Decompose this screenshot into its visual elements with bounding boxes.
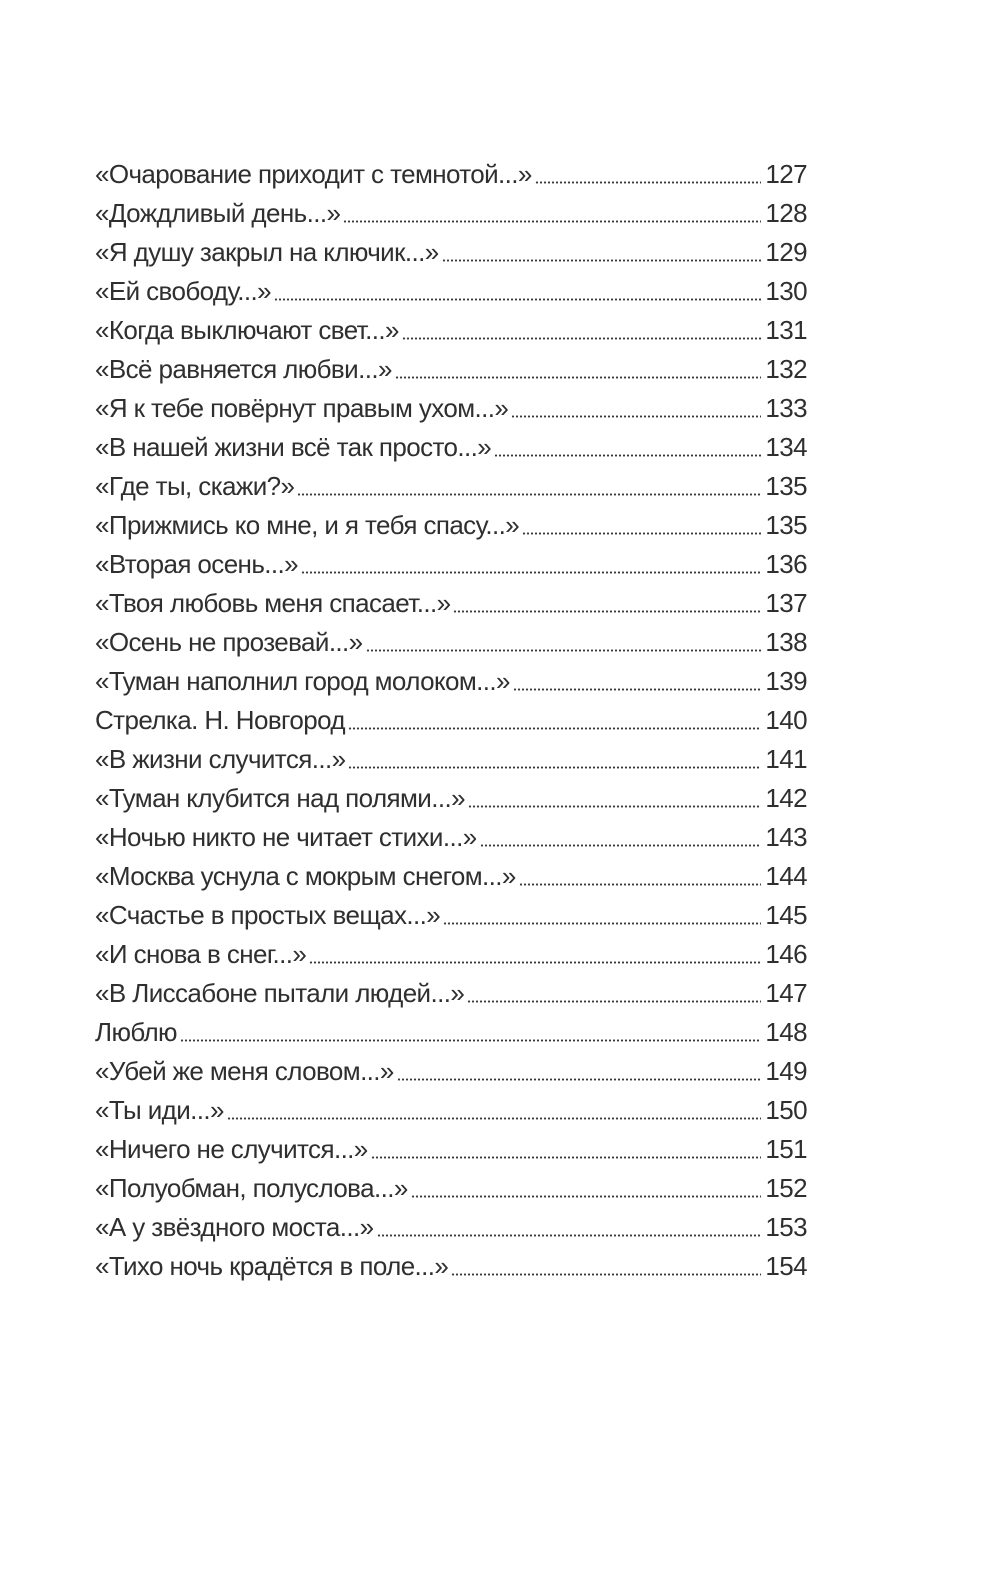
toc-entry — [95, 1013, 807, 1052]
toc-entry-title: «А у звёздного моста...» — [95, 1212, 374, 1242]
dot-leader — [453, 584, 761, 623]
dot-leader — [468, 779, 761, 818]
dot-leader — [348, 701, 761, 740]
toc-entry — [95, 467, 807, 506]
toc-entry-title: «Очарование приходит с темнотой...» — [95, 159, 532, 189]
toc-entry-page: 146 — [765, 939, 807, 969]
toc-entry — [95, 701, 807, 740]
dot-leader — [180, 1013, 761, 1052]
dot-leader — [297, 467, 761, 506]
toc-entry-page: 138 — [765, 627, 807, 657]
toc-entry — [95, 389, 807, 428]
toc-entry-title: Стрелка. Н. Новгород — [95, 705, 345, 735]
toc-entry-title: «Осень не прозевай...» — [95, 627, 363, 657]
toc-entry-page: 128 — [765, 198, 807, 228]
dot-leader — [366, 623, 762, 662]
toc-entry-page: 137 — [765, 588, 807, 618]
dot-leader — [301, 545, 761, 584]
dot-leader — [522, 506, 761, 545]
toc-entry — [95, 233, 807, 272]
toc-entry — [95, 1052, 807, 1091]
dot-leader — [397, 1052, 762, 1091]
toc-entry — [95, 623, 807, 662]
toc-entry — [95, 779, 807, 818]
toc-entry-page: 135 — [765, 510, 807, 540]
dot-leader — [227, 1091, 762, 1130]
toc-entry-title: «Где ты, скажи?» — [95, 471, 295, 501]
toc-entry-title: «В жизни случится...» — [95, 744, 346, 774]
toc-entry-page: 151 — [765, 1134, 807, 1164]
toc-entry-page: 144 — [765, 861, 807, 891]
toc-entry-page: 136 — [765, 549, 807, 579]
toc-entry — [95, 545, 807, 584]
toc-entry-page: 129 — [765, 237, 807, 267]
toc-entry — [95, 1130, 807, 1169]
dot-leader — [519, 857, 762, 896]
toc-entry-title: «Когда выключают свет...» — [95, 315, 399, 345]
toc-entry-page: 133 — [765, 393, 807, 423]
dot-leader — [511, 389, 761, 428]
toc-entry — [95, 155, 807, 194]
toc-entry-page: 148 — [765, 1017, 807, 1047]
toc-entry-title: «Я к тебе повёрнут правым ухом...» — [95, 393, 509, 423]
dot-leader — [451, 1247, 761, 1286]
toc-entry — [95, 1091, 807, 1130]
toc-entry-page: 134 — [765, 432, 807, 462]
toc-entry — [95, 194, 807, 233]
toc-entry — [95, 1169, 807, 1208]
dot-leader — [411, 1169, 762, 1208]
toc-entry — [95, 740, 807, 779]
toc-entry-page: 143 — [765, 822, 807, 852]
toc-entry-title: «Всё равняется любви...» — [95, 354, 392, 384]
toc-entry-title: «Я душу закрыл на ключик...» — [95, 237, 439, 267]
toc-entry-title: «Дождливый день...» — [95, 198, 341, 228]
toc-entry-title: «Вторая осень...» — [95, 549, 298, 579]
toc-entry-title: «В нашей жизни всё так просто...» — [95, 432, 492, 462]
toc-entry — [95, 818, 807, 857]
dot-leader — [377, 1208, 762, 1247]
toc-entry-page: 131 — [765, 315, 807, 345]
toc-entry — [95, 350, 807, 389]
toc-entry — [95, 935, 807, 974]
dot-leader — [467, 974, 761, 1013]
toc-entry-title: «Туман наполнил город молоком...» — [95, 666, 510, 696]
toc-entry-title: «Счастье в простых вещах...» — [95, 900, 441, 930]
dot-leader — [535, 155, 762, 194]
toc-entry-page: 152 — [765, 1173, 807, 1203]
toc-entry — [95, 584, 807, 623]
toc-entry-title: «Убей же меня словом...» — [95, 1056, 394, 1086]
toc-entry — [95, 428, 807, 467]
toc-entry-title: «Ты иди...» — [95, 1095, 224, 1125]
toc-entry — [95, 1208, 807, 1247]
toc-entry-page: 135 — [765, 471, 807, 501]
toc-entry — [95, 857, 807, 896]
toc-entry-page: 145 — [765, 900, 807, 930]
dot-leader — [395, 350, 762, 389]
dot-leader — [309, 935, 761, 974]
dot-leader — [442, 233, 762, 272]
toc-entry-title: Люблю — [95, 1017, 177, 1047]
table-of-contents — [95, 155, 807, 1286]
toc-entry — [95, 662, 807, 701]
dot-leader — [402, 311, 762, 350]
toc-entry-page: 149 — [765, 1056, 807, 1086]
toc-entry-page: 140 — [765, 705, 807, 735]
toc-entry-page: 153 — [765, 1212, 807, 1242]
toc-entry-page: 130 — [765, 276, 807, 306]
toc-entry-title: «Прижмись ко мне, и я тебя спасу...» — [95, 510, 520, 540]
toc-entry-title: «Ей свободу...» — [95, 276, 272, 306]
dot-leader — [348, 740, 761, 779]
dot-leader — [480, 818, 762, 857]
toc-entry-title: «Ночью никто не читает стихи...» — [95, 822, 477, 852]
toc-entry-page: 141 — [765, 744, 807, 774]
toc-entry-page: 132 — [765, 354, 807, 384]
toc-entry — [95, 272, 807, 311]
toc-entry-title: «Ничего не случится...» — [95, 1134, 368, 1164]
toc-entry-page: 127 — [765, 159, 807, 189]
toc-entry-title: «Полуобман, полуслова...» — [95, 1173, 408, 1203]
toc-entry-page: 150 — [765, 1095, 807, 1125]
toc-entry-page: 147 — [765, 978, 807, 1008]
toc-entry — [95, 896, 807, 935]
toc-entry-page: 139 — [765, 666, 807, 696]
toc-entry-title: «И снова в снег...» — [95, 939, 307, 969]
toc-entry — [95, 311, 807, 350]
toc-entry-title: «Москва уснула с мокрым снегом...» — [95, 861, 516, 891]
toc-entry-title: «Твоя любовь меня спасает...» — [95, 588, 451, 618]
dot-leader — [274, 272, 761, 311]
toc-entry-title: «Тихо ночь крадётся в поле...» — [95, 1251, 449, 1281]
toc-entry-page: 142 — [765, 783, 807, 813]
toc-entry — [95, 974, 807, 1013]
dot-leader — [443, 896, 761, 935]
dot-leader — [371, 1130, 762, 1169]
toc-entry — [95, 1247, 807, 1286]
toc-entry-title: «Туман клубится над полями...» — [95, 783, 465, 813]
dot-leader — [343, 194, 761, 233]
toc-entry-page: 154 — [765, 1251, 807, 1281]
dot-leader — [513, 662, 762, 701]
dot-leader — [494, 428, 761, 467]
toc-entry-title: «В Лиссабоне пытали людей...» — [95, 978, 465, 1008]
toc-entry — [95, 506, 807, 545]
